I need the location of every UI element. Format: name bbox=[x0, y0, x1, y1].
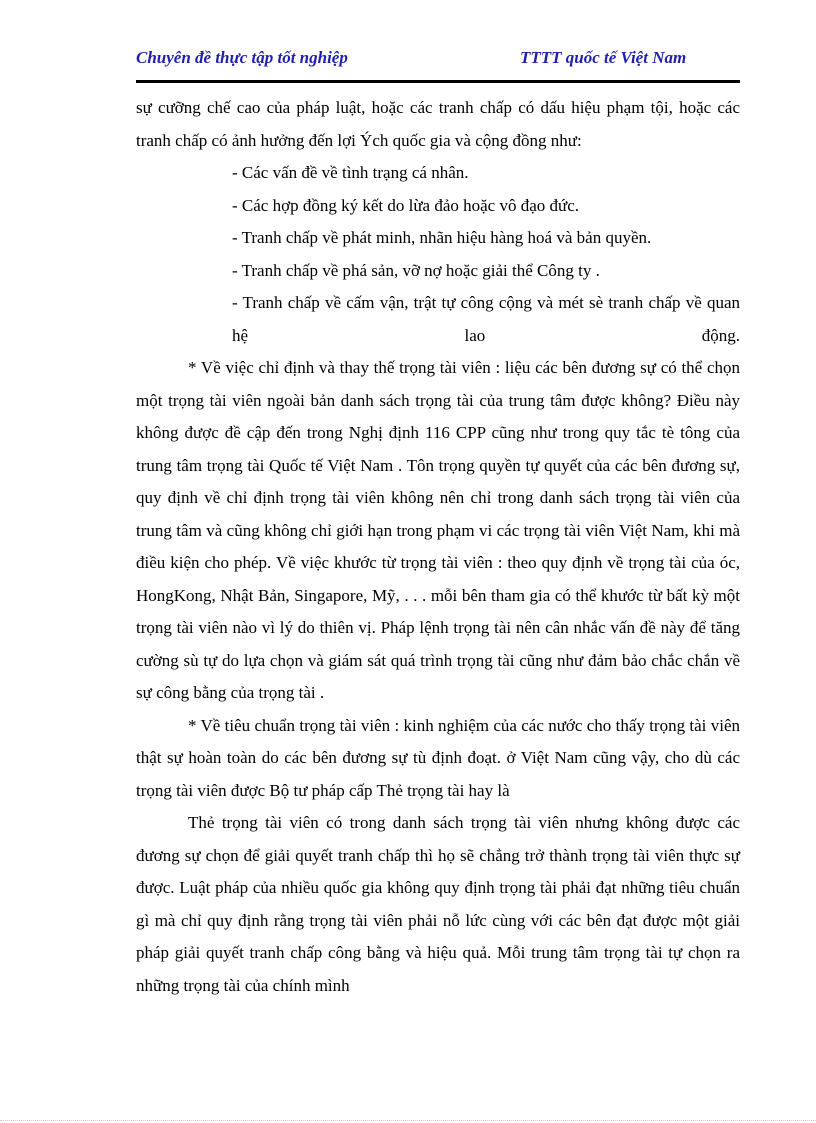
list-item: - Các hợp đồng ký kết do lừa đảo hoặc vô đạo đức. bbox=[232, 195, 580, 215]
header-divider bbox=[136, 80, 740, 83]
paragraph-arbitrator-standards: * Về tiêu chuẩn trọng tài viên : kinh nghiệm của các nước cho thấy trọng tài viên thật sự hoàn toàn do các bên đương sự tù định đoạt. ở Việt Nam cũng vậy, cho dù các trọng tài viên được Bộ tư pháp cấp Thẻ trọng tài hay là bbox=[136, 715, 740, 800]
page-header bbox=[136, 48, 740, 74]
page-bottom-edge bbox=[0, 1120, 816, 1121]
list-item: - Các vấn đề về tình trạng cá nhân. bbox=[232, 163, 469, 182]
header-organization: TTTT quốc tế Việt Nam bbox=[520, 48, 687, 67]
paragraph-arbitrator-card: Thẻ trọng tài viên có trong danh sách trọng tài viên nhưng không được các đương sự chọn để giải quyết tranh chấp thì họ sẽ chẳng trở thành trọng tài viên thực sự được. Luật pháp của nhiều quốc gia không quy định trọng tài phải đạt những tiêu chuẩn gì mà chỉ quy định rằng trọng tài viên phải nỗ lức cùng với các bên đạt được một giải pháp giải quyết tranh chấp công bằng và hiệu quả. Mỗi trung tâm trọng tài tự chọn ra những trọng tài của chính mình bbox=[136, 813, 740, 995]
list-item: - Tranh chấp về phá sản, vỡ nợ hoặc giải thể Công ty . bbox=[232, 260, 600, 280]
paragraph-intro: sự cưỡng chế cao của pháp luật, hoặc các tranh chấp có dấu hiệu phạm tội, hoặc các tranh chấp có ảnh hưởng đến lợi Ých quốc gia và cộng đồng như: bbox=[136, 98, 740, 150]
document-body bbox=[136, 92, 740, 1002]
header-document-title: Chuyên đề thực tập tốt nghiệp bbox=[136, 48, 348, 67]
list-item: - Tranh chấp về cấm vận, trật tự công cộng và mét sè tranh chấp về quan hệ lao động. bbox=[232, 293, 740, 345]
paragraph-arbitrator-appointment: * Về việc chỉ định và thay thế trọng tài viên : liệu các bên đương sự có thể chọn một trọng tài viên ngoài bản danh sách trọng tài của trung tâm được không? Điều này không được đề cập đến trong Nghị định 116 CPP cũng như trong quy tắc tè tông của trung tâm trọng tài Quốc tế Việt Nam . Tôn trọng quyền tự quyết của các bên đương sự, quy định về chỉ định trọng tài viên không nên chỉ trong danh sách trọng tài viên của trung tâm và cũng không chỉ giới hạn trong phạm vi các trọng tài viên Việt Nam, khi mà điều kiện cho phép. Về việc khước từ trọng tài viên : theo quy định về trọng tài của óc, HongKong, Nhật Bản, Singapore, Mỹ, . . . mỗi bên tham gia có thể khước từ bất kỳ một trọng tài viên nào vì lý do thiên vị. Pháp lệnh trọng tài nên cân nhắc vấn đề này để tăng cường sù tự do lựa chọn và giám sát quá trình trọng tài cũng như đảm bảo chắc chắn về sự công bằng của trọng tài . bbox=[136, 358, 740, 702]
list-item: - Tranh chấp về phát minh, nhãn hiệu hàng hoá và bản quyền. bbox=[232, 228, 652, 247]
